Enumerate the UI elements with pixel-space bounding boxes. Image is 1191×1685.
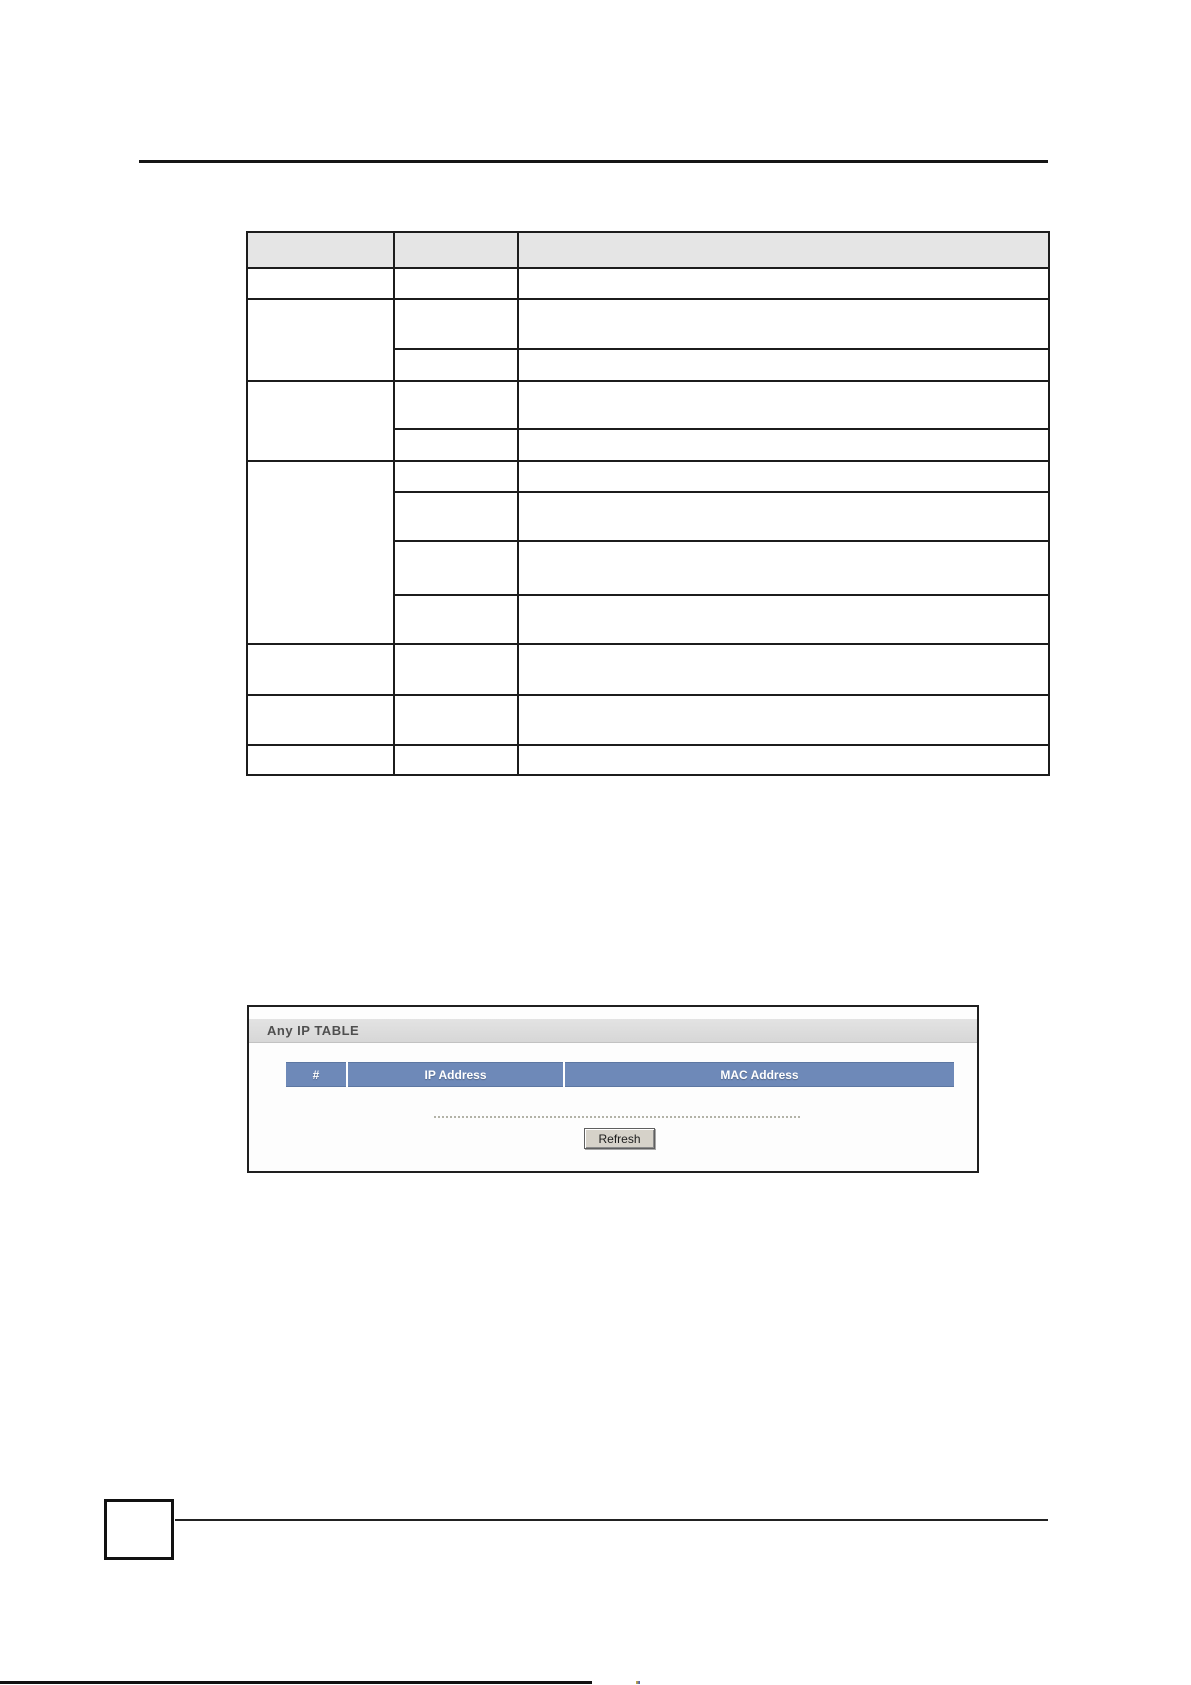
spec-cell bbox=[394, 695, 518, 745]
any-ip-table-panel bbox=[247, 1005, 979, 1173]
spec-cell bbox=[518, 349, 1049, 381]
spec-cell bbox=[518, 268, 1049, 299]
spec-cell bbox=[247, 644, 394, 695]
spec-cell bbox=[394, 595, 518, 644]
spec-cell bbox=[518, 745, 1049, 775]
column-header-mac-address: MAC Address bbox=[565, 1062, 954, 1087]
any-ip-table-header-row bbox=[286, 1062, 954, 1087]
spec-cell bbox=[247, 745, 394, 775]
spec-cell bbox=[518, 541, 1049, 595]
spec-cell bbox=[247, 381, 394, 461]
spec-cell bbox=[394, 381, 518, 429]
scan-artifact-speck bbox=[636, 1681, 640, 1684]
top-horizontal-rule bbox=[139, 160, 1048, 163]
spec-cell bbox=[518, 381, 1049, 429]
spec-table bbox=[246, 231, 1050, 776]
spec-cell bbox=[394, 349, 518, 381]
spec-cell bbox=[518, 429, 1049, 461]
spec-cell bbox=[518, 644, 1049, 695]
spec-table-row bbox=[247, 461, 1049, 492]
spec-cell bbox=[247, 695, 394, 745]
column-header-number: # bbox=[286, 1062, 346, 1087]
spec-cell bbox=[518, 695, 1049, 745]
spec-table-row bbox=[247, 299, 1049, 349]
spec-cell bbox=[394, 299, 518, 349]
footer-horizontal-rule bbox=[175, 1519, 1048, 1521]
spec-header-cell bbox=[247, 232, 394, 268]
spec-table-header-row bbox=[247, 232, 1049, 268]
bottom-partial-rule bbox=[0, 1681, 592, 1684]
spec-cell bbox=[518, 461, 1049, 492]
column-header-ip-address: IP Address bbox=[348, 1062, 563, 1087]
refresh-button[interactable]: Refresh bbox=[584, 1128, 655, 1149]
spec-cell bbox=[394, 745, 518, 775]
panel-title-bar bbox=[249, 1019, 977, 1043]
spec-table-row bbox=[247, 268, 1049, 299]
spec-cell bbox=[518, 299, 1049, 349]
spec-cell bbox=[394, 644, 518, 695]
spec-cell bbox=[394, 541, 518, 595]
spec-cell bbox=[394, 492, 518, 541]
page-number-box bbox=[104, 1499, 174, 1560]
spec-cell bbox=[247, 299, 394, 381]
spec-cell bbox=[247, 461, 394, 644]
spec-cell bbox=[518, 492, 1049, 541]
spec-cell bbox=[247, 268, 394, 299]
spec-header-cell bbox=[394, 232, 518, 268]
spec-table-row bbox=[247, 381, 1049, 429]
spec-table-row bbox=[247, 695, 1049, 745]
spec-table-row bbox=[247, 745, 1049, 775]
spec-cell bbox=[394, 461, 518, 492]
spec-header-cell bbox=[518, 232, 1049, 268]
spec-cell bbox=[394, 429, 518, 461]
spec-table-row bbox=[247, 644, 1049, 695]
spec-cell bbox=[394, 268, 518, 299]
panel-title: Any IP TABLE bbox=[267, 1023, 360, 1038]
dotted-separator bbox=[434, 1116, 800, 1118]
spec-cell bbox=[518, 595, 1049, 644]
